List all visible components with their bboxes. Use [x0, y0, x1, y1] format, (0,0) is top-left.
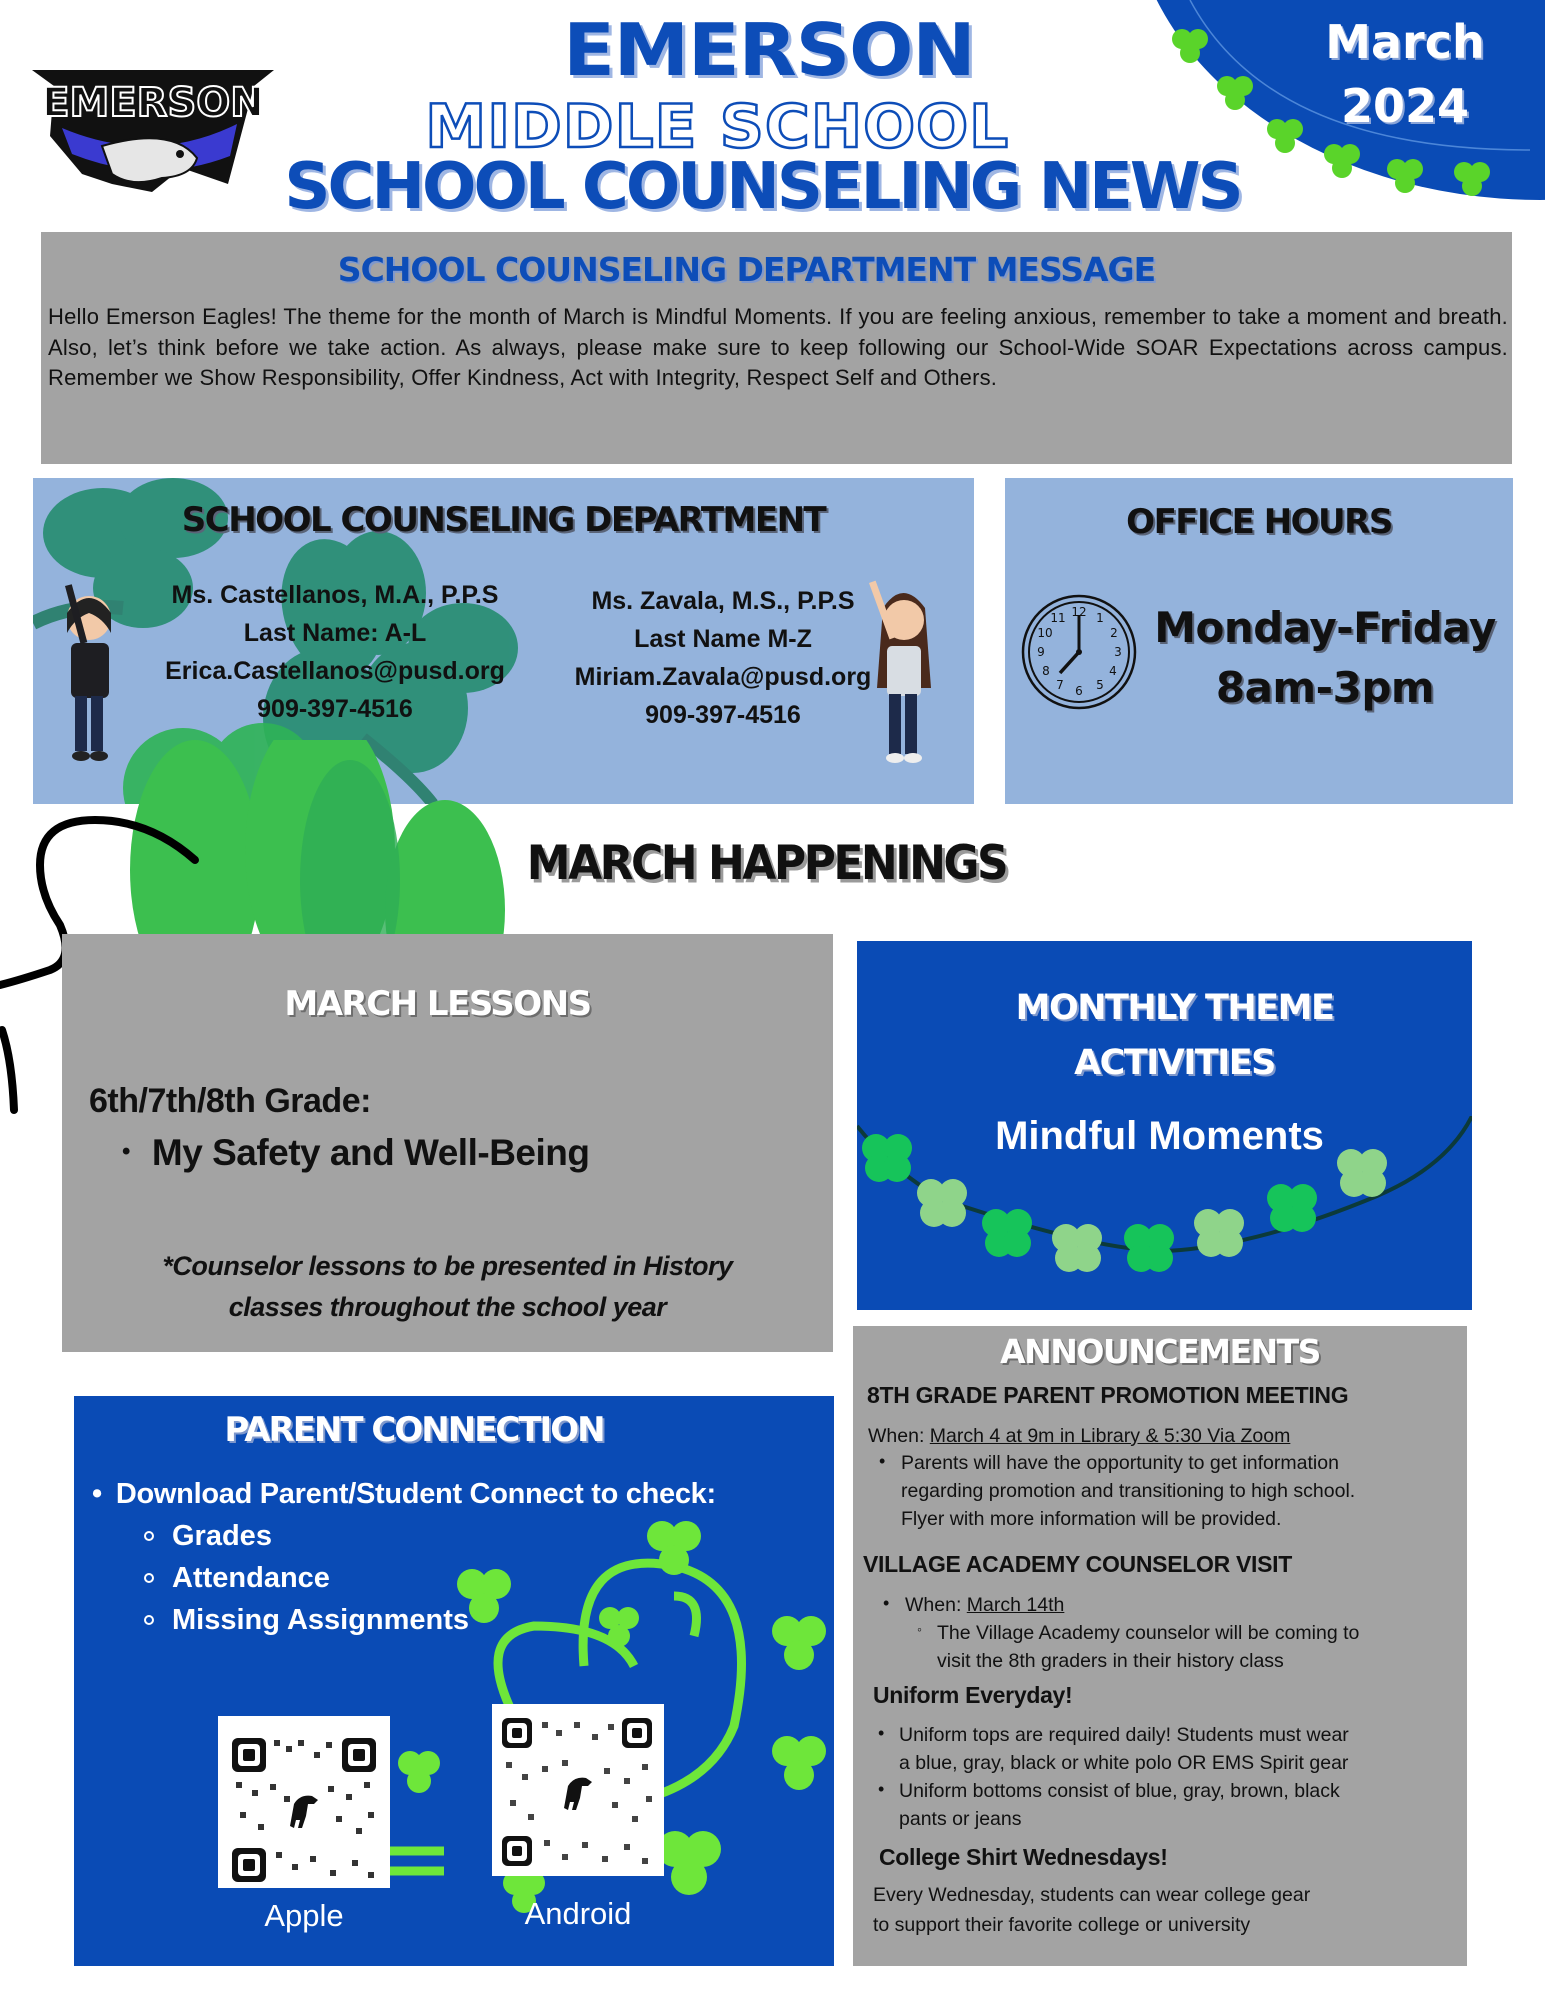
uniform-tops-detail: Uniform tops are required daily! Students must wear a blue, gray, black or white polo OR EMS Spirit gear — [899, 1724, 1349, 1774]
village-academy-heading: VILLAGE ACADEMY COUNSELOR VISIT — [863, 1551, 1293, 1577]
sub-bullet-icon — [144, 1615, 154, 1625]
issue-month: March — [1325, 15, 1485, 69]
counselor-card-zavala — [533, 582, 913, 734]
promotion-meeting-details: Parents will have the opportunity to get information regarding promotion and transitioning to high school. Flyer with more information will be provided. — [901, 1452, 1356, 1530]
sub-bullet-icon: ◦ — [917, 1621, 922, 1637]
parent-connect-item: • Download Parent/Student Connect to check: — [92, 1478, 716, 1510]
village-academy-details: The Village Academy counselor will be coming to visit the 8th graders in their history class — [937, 1622, 1360, 1672]
bullet-icon: • — [878, 1723, 885, 1743]
counselor-caseload: Last Name: A-L — [243, 619, 427, 647]
college-shirt-detail: Every Wednesday, students can wear college gear to support their favorite college or university — [873, 1884, 1311, 1936]
svg-text:3: 3 — [1114, 645, 1122, 659]
svg-text:2: 2 — [1110, 626, 1118, 640]
svg-text:5: 5 — [1096, 678, 1104, 692]
parent-connection-panel — [74, 1396, 834, 1966]
sub-bullet-icon — [144, 1531, 154, 1541]
counselor-castellanos-avatar — [51, 578, 121, 763]
counselor-email-link[interactable]: Erica.Castellanos@pusd.org — [165, 657, 505, 685]
lessons-note: *Counselor lessons to be presented in History classes throughout the school year — [162, 1251, 733, 1322]
college-shirt-heading: College Shirt Wednesdays! — [879, 1844, 1168, 1870]
qr-code-android[interactable] — [492, 1704, 664, 1876]
promotion-meeting-heading: 8TH GRADE PARENT PROMOTION MEETING — [867, 1382, 1349, 1408]
counselor-name: Ms. Zavala, M.S., P.P.S — [591, 587, 855, 615]
clock-icon — [1020, 593, 1138, 711]
announcements-title: ANNOUNCEMENTS — [1000, 1332, 1320, 1371]
office-hours-title: OFFICE HOURS — [1126, 502, 1392, 542]
bullet-icon: • — [878, 1779, 885, 1799]
counselor-name: Ms. Castellanos, M.A., P.P.S — [171, 581, 499, 609]
sub-bullet-icon — [144, 1573, 154, 1583]
qr-label-apple: Apple — [264, 1898, 344, 1933]
march-lessons-title: MARCH LESSONS — [284, 984, 591, 1024]
counselor-zavala-avatar — [861, 578, 941, 768]
march-lessons-panel — [62, 934, 833, 1352]
counselor-card-castellanos — [125, 576, 545, 728]
svg-text:12: 12 — [1071, 605, 1087, 619]
department-title: SCHOOL COUNSELING DEPARTMENT — [181, 500, 826, 540]
march-happenings-heading: MARCH HAPPENINGS — [526, 835, 1007, 892]
svg-text:11: 11 — [1050, 611, 1066, 625]
check-item-attendance: Attendance — [144, 1562, 330, 1595]
promotion-meeting-when: When: March 4 at 9m in Library & 5:30 Via Zoom — [868, 1425, 1291, 1447]
title-middle-school: MIDDLE SCHOOL — [425, 92, 1010, 162]
lessons-grade-label: 6th/7th/8th Grade: — [89, 1082, 371, 1120]
issue-year: 2024 — [1340, 79, 1470, 133]
logo-text: EMERSON — [42, 80, 264, 126]
counselor-caseload: Last Name M-Z — [634, 625, 812, 653]
bullet-icon: • — [883, 1593, 890, 1613]
svg-text:10: 10 — [1037, 626, 1053, 640]
bullet-icon: • — [92, 1478, 102, 1510]
counselor-phone: 909-397-4516 — [257, 695, 413, 723]
lesson-item: • My Safety and Well-Being — [122, 1132, 589, 1174]
uniform-bottoms-detail: Uniform bottoms consist of blue, gray, brown, black pants or jeans — [899, 1780, 1340, 1830]
lessons-list — [122, 1132, 589, 1174]
office-hours-schedule — [1135, 598, 1515, 718]
monthly-theme-panel — [857, 941, 1472, 1310]
qr-label-android: Android — [524, 1896, 632, 1931]
bullet-icon: • — [879, 1451, 886, 1471]
department-message-panel — [41, 232, 1512, 464]
svg-text:9: 9 — [1037, 645, 1045, 659]
svg-text:8: 8 — [1042, 664, 1050, 678]
qr-code-apple[interactable] — [218, 1716, 390, 1888]
office-times: 8am-3pm — [1215, 663, 1435, 712]
office-days: Monday-Friday — [1154, 603, 1496, 652]
office-hours-panel — [1005, 478, 1513, 804]
uniform-heading: Uniform Everyday! — [873, 1682, 1073, 1708]
monthly-theme-name: Mindful Moments — [995, 1114, 1324, 1158]
parent-connection-title: PARENT CONNECTION — [224, 1410, 604, 1450]
village-academy-when: When: March 14th — [905, 1594, 1065, 1616]
department-message-title: SCHOOL COUNSELING DEPARTMENT MESSAGE — [337, 250, 1156, 289]
department-message-body: Hello Emerson Eagles! The theme for the month of March is Mindful Moments. If you are feeling anxious, remember to take a moment and breath. Also, let’s think before we take action. As always, please make sure to keep following our School-Wide SOAR Expectations across campus. Remember we Show Responsibility, Offer Kindness, Act with Integrity, Respect Self and Others. — [48, 304, 1508, 390]
svg-text:6: 6 — [1075, 684, 1083, 698]
svg-text:7: 7 — [1056, 678, 1064, 692]
counselor-phone: 909-397-4516 — [645, 701, 801, 729]
counselor-email-link[interactable]: Miriam.Zavala@pusd.org — [574, 663, 872, 691]
title-counseling-news: SCHOOL COUNSELING NEWS — [284, 150, 1241, 224]
announcements-panel — [853, 1326, 1467, 1966]
check-item-grades: Grades — [144, 1520, 272, 1553]
svg-text:4: 4 — [1109, 664, 1117, 678]
title-school-name: EMERSON — [562, 8, 975, 92]
monthly-theme-title: MONTHLY THEME ACTIVITIES — [1015, 988, 1334, 1083]
check-item-missing-assignments: Missing Assignments — [144, 1604, 469, 1637]
svg-text:1: 1 — [1096, 611, 1104, 625]
